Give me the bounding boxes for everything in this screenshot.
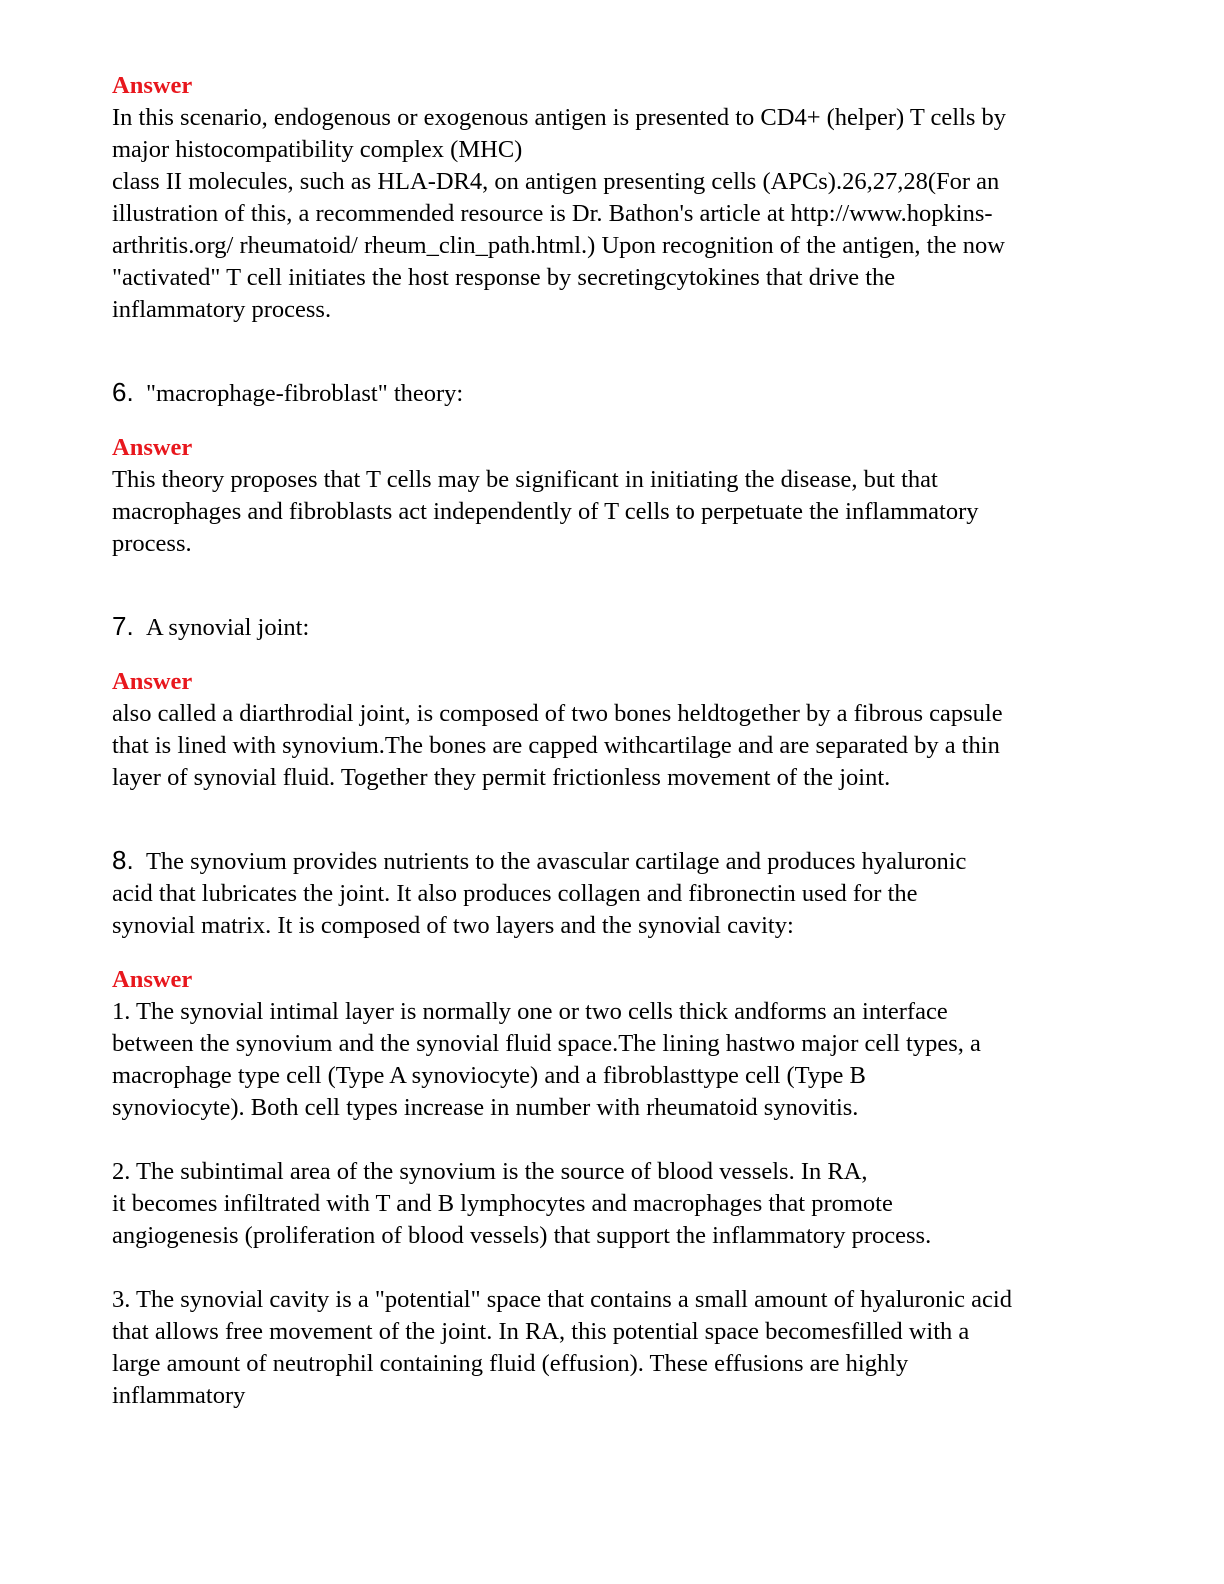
answer-text-question-6 <box>112 464 1122 560</box>
answer-text-section-5 <box>112 102 1122 326</box>
question-text: A synovial joint: <box>145 614 310 641</box>
answer-text-question-7 <box>112 698 1122 794</box>
answer-line: macrophages and fibroblasts act independently of T cells to perpetuate the inflammatory <box>112 498 979 525</box>
answer-line: between the synovium and the synovial fluid space.The lining hastwo major cell types, a <box>112 1030 981 1057</box>
question-number: 8. <box>112 845 134 875</box>
answer-line: In this scenario, endogenous or exogenous antigen is presented to CD4+ (helper) T cells by <box>112 104 1007 131</box>
answer-line: it becomes infiltrated with T and B lymphocytes and macrophages that promote <box>112 1190 893 1217</box>
question-7 <box>112 610 1122 644</box>
question-text-line: acid that lubricates the joint. It also produces collagen and fibronectin used for the <box>112 880 918 907</box>
answer-label: Answer <box>112 434 193 461</box>
answer-line: process. <box>112 530 192 557</box>
answer-line: 2. The subintimal area of the synovium is the source of blood vessels. In RA, <box>112 1158 868 1185</box>
answer-line: inflammatory <box>112 1382 246 1409</box>
answer-line: also called a diarthrodial joint, is composed of two bones heldtogether by a fibrous capsule <box>112 700 1003 727</box>
answer-label: Answer <box>112 668 193 695</box>
answer-line: macrophage type cell (Type A synoviocyte) and a fibroblasttype cell (Type B <box>112 1062 866 1089</box>
question-text: "macrophage-fibroblast" theory: <box>145 380 464 407</box>
answer-line: 1. The synovial intimal layer is normally one or two cells thick andforms an interface <box>112 998 948 1025</box>
answer-line: synoviocyte). Both cell types increase in number with rheumatoid synovitis. <box>112 1094 859 1121</box>
answer-line: layer of synovial fluid. Together they permit frictionless movement of the joint. <box>112 764 891 791</box>
question-text-line: The synovium provides nutrients to the avascular cartilage and produces hyaluronic <box>145 848 967 875</box>
answer-line: illustration of this, a recommended resource is Dr. Bathon's article at http://www.hopkins- <box>112 200 993 227</box>
question-text-line: synovial matrix. It is composed of two layers and the synovial cavity: <box>112 912 794 939</box>
question-8 <box>112 844 1122 942</box>
answer-line: "activated" T cell initiates the host response by secretingcytokines that drive the <box>112 264 896 291</box>
answer-line: This theory proposes that T cells may be significant in initiating the disease, but that <box>112 466 938 493</box>
answer-line: arthritis.org/ rheumatoid/ rheum_clin_path.html.) Upon recognition of the antigen, the now <box>112 232 1005 259</box>
answer-line: angiogenesis (proliferation of blood vessels) that support the inflammatory process. <box>112 1222 932 1249</box>
question-number: 7. <box>112 611 134 641</box>
answer-line: 3. The synovial cavity is a "potential" space that contains a small amount of hyaluronic acid <box>112 1286 1012 1313</box>
document-page <box>112 70 1122 1412</box>
question-6 <box>112 376 1122 410</box>
answer-line: major histocompatibility complex (MHC) <box>112 136 523 163</box>
answer-item-1 <box>112 996 1122 1124</box>
question-number: 6. <box>112 377 134 407</box>
answer-item-2 <box>112 1156 1122 1252</box>
answer-label: Answer <box>112 72 193 99</box>
answer-line: that allows free movement of the joint. In RA, this potential space becomesfilled with a <box>112 1318 970 1345</box>
answer-line: inflammatory process. <box>112 296 332 323</box>
answer-label: Answer <box>112 966 193 993</box>
answer-item-3 <box>112 1284 1122 1412</box>
answer-line: large amount of neutrophil containing fluid (effusion). These effusions are highly <box>112 1350 909 1377</box>
answer-line: class II molecules, such as HLA-DR4, on antigen presenting cells (APCs).26,27,28(For an <box>112 168 1000 195</box>
answer-line: that is lined with synovium.The bones are capped withcartilage and are separated by a thin <box>112 732 1000 759</box>
